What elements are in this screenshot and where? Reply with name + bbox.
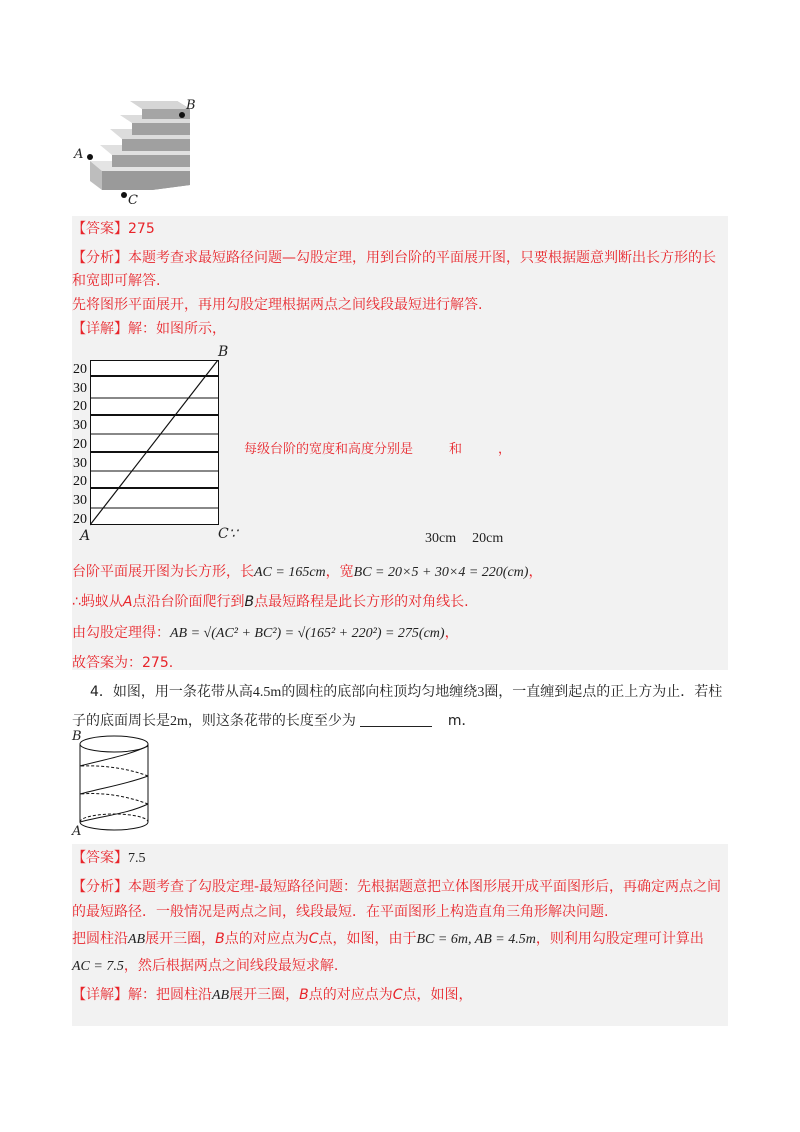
- detail-tag: 【详解】: [72, 987, 128, 1003]
- grid-label-a: A: [80, 528, 91, 544]
- calc-line-3: 由勾股定理得：AB = √(AC² + BC²) = √(165² + 220²) = 275(cm)，: [72, 625, 459, 641]
- analysis2-row-3: 把圆柱沿AB展开三圈，B点的对应点为C点，如图，由于BC = 6m, AB = 4.5m，则利用勾股定理可计算出: [72, 931, 704, 947]
- analysis1-row-3: 先将图形平面展开，再用勾股定理根据两点之间线段最短进行解答.: [72, 297, 483, 313]
- detail-text: 解：如图所示，: [128, 321, 226, 337]
- cylinder-label-b: B: [72, 729, 82, 744]
- calc-line-4: 故答案为：275.: [72, 655, 174, 671]
- question4-line-2: 子的底面周长是2m，则这条花带的长度至少为 m．: [72, 713, 476, 729]
- grid-num-7: 20: [73, 474, 87, 489]
- answer-value: 275: [128, 221, 155, 237]
- cylinder-figure: [72, 729, 162, 840]
- point-c: [121, 192, 127, 198]
- point-a: [87, 154, 93, 160]
- eq-ac: AC = 165cm: [254, 565, 326, 580]
- stairs-figure: [72, 95, 212, 210]
- analysis2-row-2: 的最短路径．一般情况是两点之间，线段最短．在平面图形上构造直角三角形解决问题.: [72, 904, 609, 920]
- stairs-label-a: A: [74, 147, 84, 162]
- calc-line-1: 台阶平面展开图为长方形，长AC = 165cm，宽BC = 20×5 + 30×4 = 220(cm)，: [72, 564, 543, 580]
- cylinder-label-a: A: [72, 824, 82, 839]
- unfolded-stairs-grid: [90, 360, 222, 528]
- detail-tag: 【详解】: [72, 321, 128, 337]
- analysis-tag: 【分析】: [72, 879, 128, 895]
- stairs-label-c: C: [128, 193, 138, 208]
- answer-value: 7.5: [128, 851, 146, 866]
- eq-bc: BC = 20×5 + 30×4 = 220(cm): [353, 565, 529, 580]
- grid-num-8: 30: [73, 493, 87, 508]
- grid-side-text: 每级台阶的宽度和高度分别是 和 ，: [244, 442, 512, 457]
- analysis1-row: [72, 249, 716, 267]
- grid-num-9: 20: [73, 512, 87, 527]
- detail2-row: 【详解】解：把圆柱沿AB展开三圈，B点的对应点为C点，如图，: [72, 987, 473, 1003]
- analysis2-row-4: AC = 7.5，然后根据两点之间线段最短求解.: [72, 958, 339, 974]
- eq-ab: AB = √(AC² + BC²) = √(165² + 220²) = 275(cm): [170, 626, 445, 641]
- analysis2-row: 【分析】本题考查了勾股定理-最短路径问题：先根据题意把立体图形展开成平面图形后，再确定两点之间: [72, 879, 722, 895]
- grid-num-3: 20: [73, 399, 87, 414]
- answer1-row: [72, 220, 155, 238]
- grid-label-b: B: [218, 344, 229, 360]
- grid-num-4: 30: [73, 418, 87, 433]
- analysis-text: 本题考查求最短路径问题—勾股定理，用到台阶的平面展开图，只要根据题意判断出长方形的长: [128, 250, 716, 266]
- grid-label-c: C∵: [218, 526, 238, 542]
- point-b: [179, 112, 185, 118]
- answer2-row: [72, 849, 146, 868]
- answer-tag: 【答案】: [72, 850, 128, 866]
- question4-line-1: 4．如图，用一条花带从高4.5m的圆柱的底部向柱顶均匀地缠绕3圈，一直缠到起点的正上方为止．若柱: [90, 684, 723, 700]
- detail1-row: [72, 320, 226, 338]
- grid-num-6: 30: [73, 456, 87, 471]
- answer-blank: [360, 712, 432, 727]
- stairs-label-b: B: [186, 98, 196, 113]
- answer-tag: 【答案】: [72, 221, 128, 237]
- analysis-tag: 【分析】: [72, 250, 128, 266]
- calc-line-2: ∴蚂蚁从A点沿台阶面爬行到B点最短路程是此长方形的对角线长.: [72, 594, 469, 610]
- grid-num-2: 30: [73, 381, 87, 396]
- grid-values: 30cm 20cm: [425, 531, 504, 546]
- grid-num-5: 20: [73, 437, 87, 452]
- analysis1-row-2: 和宽即可解答.: [72, 273, 161, 289]
- cylinder-drawing: [72, 732, 162, 840]
- grid-num-1: 20: [73, 362, 87, 377]
